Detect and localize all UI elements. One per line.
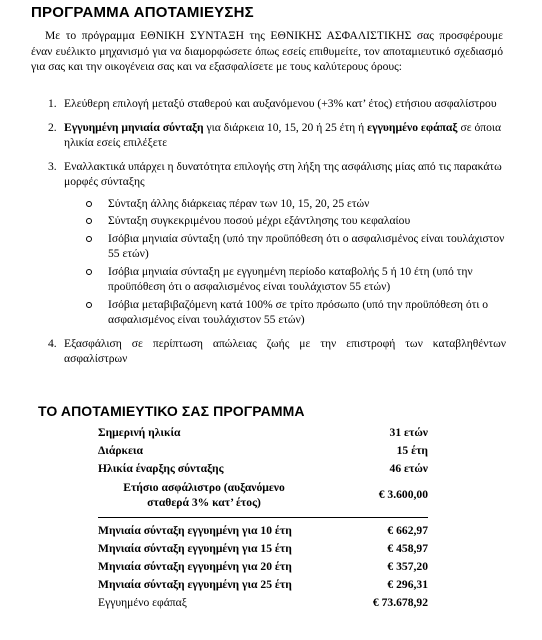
list-item-text: για διάρκεια 10, 15, 20 ή 25 έτη ή — [203, 120, 368, 134]
list-number: 4. — [48, 336, 57, 350]
row-label: Σημερινή ηλικία — [98, 426, 181, 439]
circle-bullet-icon — [86, 218, 92, 224]
row-label: Μηνιαία σύνταξη εγγυημένη για 10 έτη — [98, 524, 292, 537]
list-item-text: Εξασφάλιση σε περίπτωση απώλειας ζωής με την επιστροφή των καταβληθέντων ασφαλίστρων — [64, 336, 506, 365]
row-value: € 73.678,92 — [372, 596, 428, 609]
row-value: 15 έτη — [396, 444, 428, 457]
sub-list-item — [64, 264, 506, 295]
summary-row — [98, 444, 428, 462]
sub-list-item — [64, 213, 506, 229]
list-item-text: Ελεύθερη επιλογή μεταξύ σταθερού και αυξανόμενου (+3% κατ’ έτος) ετήσιου ασφαλίστρου — [64, 97, 497, 110]
row-label: Μηνιαία σύνταξη εγγυημένη για 20 έτη — [98, 560, 292, 573]
list-item — [44, 120, 506, 151]
row-label — [104, 480, 304, 510]
row-value: 46 ετών — [389, 462, 428, 475]
benefits-list — [44, 96, 506, 375]
row-label: Ηλικία έναρξης σύνταξης — [98, 462, 224, 475]
row-value: € 357,20 — [387, 560, 428, 573]
row-value: € 296,31 — [387, 578, 428, 591]
sub-list-item-text: Σύνταξη άλλης διάρκειας πέραν των 10, 15, 20, 25 ετών — [108, 196, 370, 210]
list-item-text: Εναλλακτικά υπάρχει η δυνατότητα επιλογής στη λήξη της ασφάλισης μίας από τις παρακάτω μορφές σύνταξης — [64, 159, 502, 188]
list-number: 3. — [48, 159, 57, 173]
summary-row — [98, 462, 428, 480]
sub-list-item — [64, 297, 506, 328]
row-value: € 458,97 — [387, 542, 428, 555]
list-number: 2. — [48, 120, 57, 134]
summary-row-premium — [98, 480, 428, 514]
summary-row — [98, 560, 428, 578]
list-item — [44, 96, 506, 112]
sub-list-item-text: Σύνταξη συγκεκριμένου ποσού μέχρι εξάντλησης του κεφαλαίου — [108, 214, 411, 227]
summary-row — [98, 578, 428, 596]
premium-label-line1: Ετήσιο ασφάλιστρο (αυξανόμενο — [123, 481, 285, 494]
page-title: ΠΡΟΓΡΑΜΜΑ ΑΠΟΤΑΜΙΕΥΣΗΣ — [31, 4, 254, 21]
row-label: Μηνιαία σύνταξη εγγυημένη για 15 έτη — [98, 542, 292, 555]
sub-list-item — [64, 196, 506, 212]
pension-options-list — [64, 196, 506, 328]
sub-list-item-text: Ισόβια μηνιαία σύνταξη με εγγυημένη περίοδο καταβολής 5 ή 10 έτη (υπό την προϋπόθεση ότι ο ασφαλισμένος είναι τουλάχιστον 55 ετών) — [108, 264, 473, 293]
circle-bullet-icon — [86, 269, 92, 275]
program-summary-table — [98, 426, 428, 614]
row-value: € 3.600,00 — [378, 488, 428, 501]
row-value: € 662,97 — [387, 524, 428, 537]
row-label: Εγγυημένο εφάπαξ — [98, 596, 187, 609]
intro-paragraph: Με το πρόγραμμα ΕΘΝΙΚΗ ΣΥΝΤΑΞΗ της ΕΘΝΙΚΗΣ ΑΣΦΑΛΙΣΤΙΚΗΣ σας προσφέρουμε έναν ευέλικτο μηχανισμό για να διαμορφώσετε όπως εσείς επιθυμείτε, τον αποταμιευτικό σχεδιασμό για σας και την οικογένεια σας και να εξασφαλίσετε με τους καλύτερους όρους: — [31, 29, 503, 73]
summary-row — [98, 524, 428, 542]
list-item — [44, 336, 506, 367]
premium-label-line2: σταθερά 3% κατ’ έτος) — [147, 496, 261, 509]
circle-bullet-icon — [86, 236, 92, 242]
bold-text: εγγυημένο εφάπαξ — [367, 120, 458, 134]
list-number: 1. — [48, 97, 57, 110]
circle-bullet-icon — [86, 201, 92, 207]
bold-text: Εγγυημένη μηνιαία σύνταξη — [64, 120, 204, 134]
divider — [98, 517, 428, 518]
row-label: Μηνιαία σύνταξη εγγυημένη για 25 έτη — [98, 578, 292, 591]
sub-list-item — [64, 231, 506, 262]
section-title: ΤΟ ΑΠΟΤΑΜΙΕΥΤΙΚΟ ΣΑΣ ΠΡΟΓΡΑΜΜΑ — [38, 403, 305, 419]
list-item — [44, 159, 506, 328]
sub-list-item-text: Ισόβια μεταβιβαζόμενη κατά 100% σε τρίτο πρόσωπο (υπό την προϋπόθεση ότι ο ασφαλισμένος είναι τουλάχιστον 55 ετών) — [108, 297, 489, 326]
summary-row — [98, 426, 428, 444]
summary-row-lump-sum — [98, 596, 428, 614]
summary-row — [98, 542, 428, 560]
sub-list-item-text: Ισόβια μηνιαία σύνταξη (υπό την προϋπόθεση ότι ο ασφαλισμένος είναι τουλάχιστον 55 ετών) — [108, 231, 505, 260]
row-value: 31 ετών — [389, 426, 428, 439]
circle-bullet-icon — [86, 302, 92, 308]
list-item-text: σε όποια ηλικία εσείς επιλέξετε — [64, 120, 502, 149]
row-label: Διάρκεια — [98, 444, 143, 457]
